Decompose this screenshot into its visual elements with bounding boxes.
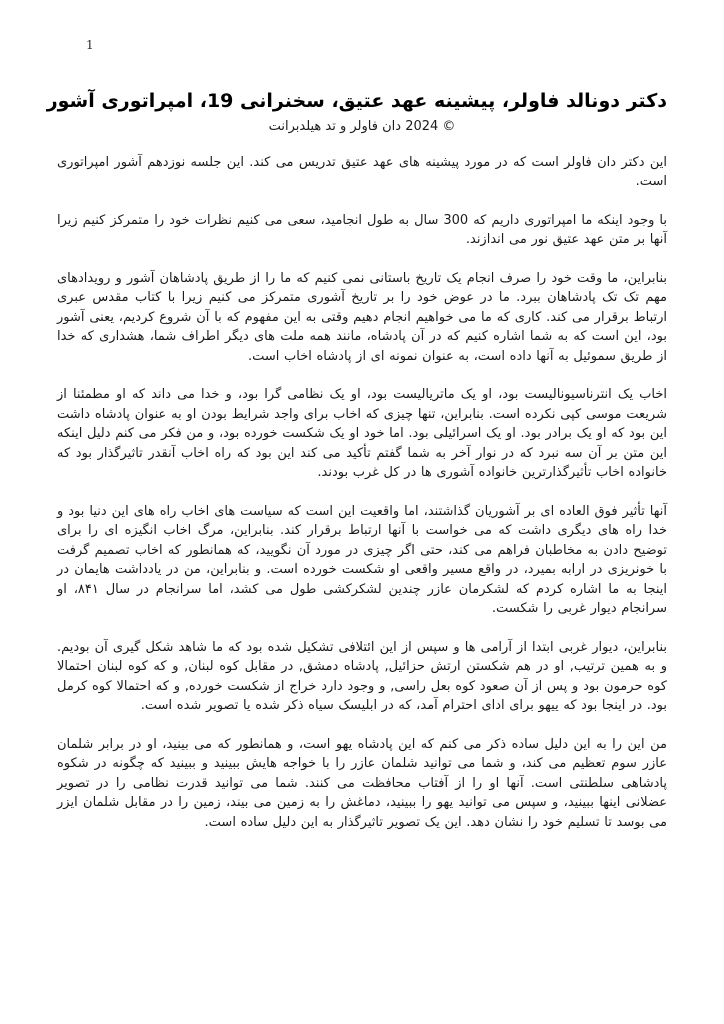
paragraph-7: من این را به این دلیل ساده ذکر می کنم که این پادشاه یهو است، و همانطور که می بینید، او در برابر شلمان عازر سوم تعظیم می کند، و شما می توانید شلمان عازر را با خواجه هایش ببینید و ببینید که چگونه در شکوه پادشاهی سلطنتی است. آنها او را از آفتاب محافظت می کنند. شما می توانید قدرت نظامی را در تصویر عضلانی اینها ببینید، و سپس می توانید یهو را ببینید، دماغش را به زمین می بیند، زمین را در مقابل شلمان ایزر می بوسد تا تسلیم خود را نشان دهد. این یک تصویر تاثیرگذار به این دلیل ساده است. <box>57 736 667 830</box>
paragraph-4: اخاب یک انترناسیونالیست بود، او یک ماتریالیست بود، او یک نظامی گرا بود، و خدا می داند که او مطمئنا از شریعت موسی کپی نکرده است. بنابراین، تنها چیزی که اخاب برای واجد شرایط بودن او به عنوان پادشاه داشت این بود که او یک برادر بود. او یک اسرائیلی بود. اما خود او یک شکست خورده بود، و من فکر می کنم دلیل اینکه این متن بر آن سه نبرد که در نوار آخر به شما گفتم تأکید می کند این بود که راه اخاب آنقدر تاثیرگذار بود که خانواده اخاب تأثیرگذارترین خانواده آشوری ها در کل غرب بودند. <box>57 387 667 481</box>
copyright-line: © 2024 دان فاولر و تد هیلدبرانت <box>268 118 456 134</box>
document-content <box>46 88 668 832</box>
paragraph-5: آنها تأثیر فوق العاده ای بر آشوریان گذاشتند، اما واقعیت این است که سیاست های اخاب راه های این دنیا بود و خدا راه های دیگری داشت که می خواست با آنها ارتباط برقرار کند. بنابراین، مرگ اخاب انگیزه ای را برای توضیح دادن به مخاطبان فراهم می کند، حتی اگر چیزی در مورد آن نگویید، که همانطور که اخاب تصمیم گرفت با خونریزی در ارابه بمیرد، در واقع مسیر واقعی او شکست خورده است. و بنابراین، من در یادداشت هایمان در اینجا به ما اشاره کردم که لشکرمان عازر چندین لشکرکشی طول می کشد، اما سرانجام در سال ۸۴۱، او سرانجام دیوار غربی را شکست. <box>57 503 668 617</box>
paragraph-6: بنابراین، دیوار غربی ابتدا از آرامی ها و سپس از این ائتلافی تشکیل شده بود که ما شاهد شکل گیری آن بودیم. و به همین ترتیب, او در هم شکستن ارتش حزائیل, پادشاه دمشق, در مقابل کوه لبنان, و که کوه لبنان احتمالا کوه حرمون بود و پس از آن صعود کوه بعل راسی, و وجود دارد خراج از شکست خورده, و که احتمالا کوه کرمل بود. در اینجا بود که ییهو برای ادای احترام آمد، که در ابلیسک سیاه ذکر شده یا تصویر شده است. <box>57 639 667 714</box>
page-number: 1 <box>86 38 94 52</box>
document-title: دکتر دونالد فاولر، پیشینه عهد عتیق، سخنرانی 19، امپراتوری آشور <box>46 90 667 112</box>
paragraph-2: با وجود اینکه ما امپراتوری داریم که 300 سال به طول انجامید، سعی می کنیم نظرات خود را متمرکز کنیم زیرا آنها بر متن عهد عتیق نور می اندازند. <box>57 212 667 248</box>
paragraph-3: بنابراین، ما وقت خود را صرف انجام یک تاریخ باستانی نمی کنیم که ما را از طریق پادشاهان آشور و رویدادهای مهم تک تک پادشاهان ببرد. ما در عوض خود را بر تاریخ آشوری متمرکز می کنیم زیرا با کتاب مقدس عبری ارتباط برقرار می کند. کاری که ما می خواهیم انجام دهیم وقتی به این مفهوم که با آن شروع کردیم، یعنی آشور بود، این است که به شما اشاره کنیم که در آن پادشاه، مانند همه ملت های دیگر اطراف شما، هشداری که خدا از طریق سموئیل به آنها داده است، به عنوان نمونه ای از پادشاه اخاب است. <box>57 270 667 364</box>
paragraph-1: این دکتر دان فاولر است که در مورد پیشینه های عهد عتیق تدریس می کند. این جلسه نوزدهم آشور امپراتوری است. <box>57 154 667 190</box>
